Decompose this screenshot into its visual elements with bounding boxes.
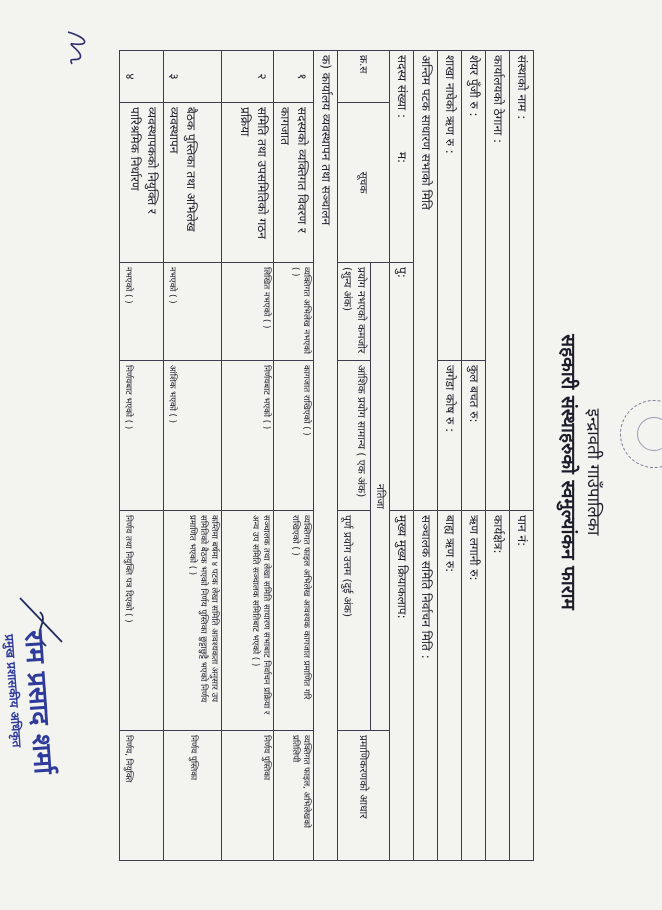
info-row <box>462 51 486 861</box>
row-weak: नभएको ( ) <box>120 263 164 361</box>
info-row <box>438 51 462 861</box>
row-full: व्यक्तिगत फाइल अभिलेख आवश्यक कागजात प्रमाणित गरि राखिएको ( ) <box>274 511 314 731</box>
rotated-form <box>2 22 622 872</box>
members-male-label: पु: <box>390 263 414 511</box>
official-stamp <box>0 622 60 852</box>
form-header <box>530 22 622 872</box>
info-row <box>486 51 510 861</box>
col-sn: क्र.स <box>338 51 390 103</box>
row-full: निर्णय तथा नियुक्ति पत्र दिएको ( ) <box>120 511 164 731</box>
info-row <box>510 51 534 861</box>
section-k-title: क) कार्यालय व्यवस्थापन तथा सञ्चालन <box>314 51 338 861</box>
stamp-officer-title: प्रमुख प्रशासकीय अधिकृत <box>2 633 24 748</box>
row-full: सञ्चालक तथा लेखा समिति साधारण सभाबाट निर्वाचन प्रक्रिया र अन्य उप समिति सञ्चालक समितिबाट भएको ( ) <box>222 511 274 731</box>
working-area-label: कार्यक्षेत्र: <box>486 511 510 861</box>
row-weak: नभएको ( ) <box>164 263 222 361</box>
loan-invested-label: ऋण लगानी रु: <box>462 511 486 861</box>
row-indicator: बैठक पुस्तिका तथा अभिलेख व्यवस्थापन <box>164 103 222 263</box>
col-result: नतिजा <box>371 263 390 731</box>
row-partial: कागजात राखिएको ( ) <box>274 361 314 511</box>
municipality-seal-icon <box>620 400 662 468</box>
row-indicator: समिति तथा उपसमितिको गठन प्रक्रिया <box>222 103 274 263</box>
row-full: कम्तिमा बर्षमा ४ पटक लेखा समिति आवश्यकता अनुसार उप समितिको बैठक भएको निर्णय पुस्तिका छुट्टाछुट्टै भएको निर्णय प्रमाणित भएको ( ) <box>164 511 222 731</box>
org-name-label: संस्थाको नाम : <box>510 51 534 511</box>
row-sn: २ <box>222 51 274 103</box>
self-assessment-table <box>119 50 534 861</box>
col-weak: प्रयोग नभएको कमजोर (शुन्य अंक) <box>338 263 371 361</box>
row-weak: लिखित नभएको ( ) <box>222 263 274 361</box>
pan-label: पान नं: <box>510 511 534 861</box>
risk-fund-label: जगेडा कोष रु : <box>438 361 462 511</box>
row-sn: १ <box>274 51 314 103</box>
row-partial: निर्णयबाट भएको ( ) <box>120 361 164 511</box>
members-female-label: म: <box>395 151 409 164</box>
total-savings-label: कुल बचत रु: <box>462 361 486 511</box>
form-title: सहकारी संस्थाहरुको स्वमुल्यांकन फाराम <box>557 334 579 610</box>
external-loan-label: बाह्य ऋण रु: <box>438 511 462 861</box>
election-date-label: सञ्चालक समिति निर्वाचन मिति : <box>414 511 438 861</box>
info-row <box>414 51 438 861</box>
row-indicator: व्यवस्थापकको नियुक्ति र पारिश्रमिक निर्धारण <box>120 103 164 263</box>
table-header-row <box>371 51 390 861</box>
col-indicator: सूचक <box>338 103 390 263</box>
table-row <box>274 51 314 861</box>
signature-icon <box>58 28 94 68</box>
row-basis: निर्णय पुस्तिका <box>222 731 274 861</box>
row-basis: व्यक्तिगत फाइल, अभिलेखको प्रतिलिपी <box>274 731 314 861</box>
col-partial: आंशिक प्रयोग सामान्य ( एक अंक) <box>338 361 371 511</box>
col-basis: प्रमाणिकरणको आधार <box>338 731 390 861</box>
table-row <box>164 51 222 861</box>
row-partial: निर्णयबाट भएको ( ) <box>222 361 274 511</box>
row-sn: ४ <box>120 51 164 103</box>
share-capital-label: शेयर पुँजी रु : <box>462 51 486 361</box>
office-address-label: कार्यालयको ठेगाना : <box>486 51 510 511</box>
main-activity-label: मुख्य मुख्य क्रियाकलाप: <box>390 511 414 861</box>
row-weak: व्यक्तिगत अभिलेख नभएको ( ) <box>274 263 314 361</box>
row-partial: आंशिक भएको ( ) <box>164 361 222 511</box>
members-label: सदस्य संख्या : <box>395 55 409 118</box>
stamp-officer-name: राम प्रसाद शर्मा <box>18 629 58 775</box>
col-full: पूर्ण प्रयोग उत्तम (दुई अंक) <box>338 511 371 731</box>
table-row <box>222 51 274 861</box>
branch-loan-label: शाखा नाघेको ऋण रु : <box>438 51 462 361</box>
row-indicator: सदस्यको व्यक्तिगत विवरण र कागजात <box>274 103 314 263</box>
info-row <box>390 51 414 861</box>
row-sn: ३ <box>164 51 222 103</box>
section-row <box>314 51 338 861</box>
row-basis: निर्णय पुस्तिका <box>164 731 222 861</box>
row-basis: निर्णय, नियुक्ति <box>120 731 164 861</box>
municipality-title: इन्द्रावती गाउँपालिका <box>583 408 603 536</box>
last-agm-label: अन्तिम पटक साधारण सभाको मिति <box>414 51 438 511</box>
table-row <box>120 51 164 861</box>
